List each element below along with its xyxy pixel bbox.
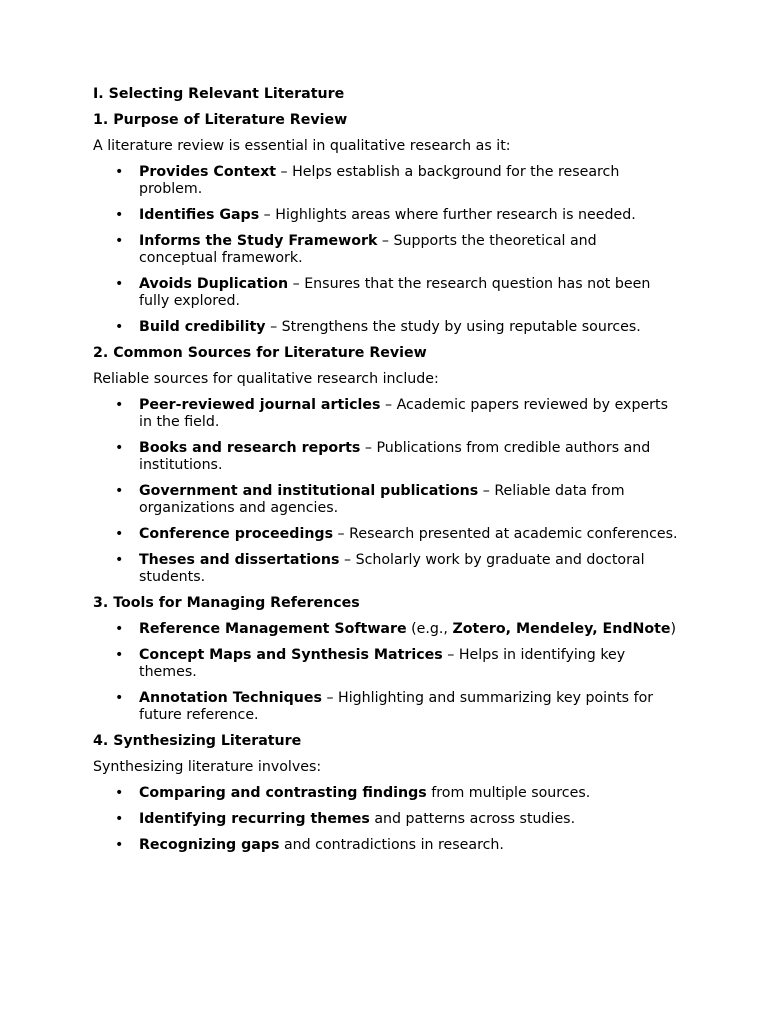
bullet-icon: • <box>115 276 124 292</box>
item-term: Peer-reviewed journal articles <box>139 397 381 413</box>
list-item <box>93 207 678 224</box>
item-description: – Highlighting and summarizing key points for future reference. <box>139 690 654 723</box>
bullet-icon: • <box>115 837 124 853</box>
bullet-icon: • <box>115 440 124 456</box>
item-term: Identifying recurring themes <box>139 811 370 827</box>
item-term: Recognizing gaps <box>139 837 280 853</box>
item-term: Annotation Techniques <box>139 690 322 706</box>
item-term: Informs the Study Framework <box>139 233 378 249</box>
item-description: (e.g., <box>406 621 453 637</box>
list-item <box>93 811 678 828</box>
bullet-list <box>93 164 678 336</box>
item-term: Government and institutional publications <box>139 483 479 499</box>
bullet-icon: • <box>115 552 124 568</box>
bullet-icon: • <box>115 811 124 827</box>
item-term: Concept Maps and Synthesis Matrices <box>139 647 443 663</box>
bullet-icon: • <box>115 397 124 413</box>
section-intro: Synthesizing literature involves: <box>93 759 322 775</box>
bullet-icon: • <box>115 647 124 663</box>
bullet-icon: • <box>115 483 124 499</box>
item-term: Provides Context <box>139 164 277 180</box>
item-term: Identifies Gaps <box>139 207 260 223</box>
list-item <box>93 233 678 267</box>
item-term: Reference Management Software <box>139 621 407 637</box>
item-description: – Research presented at academic conferences. <box>333 526 678 542</box>
list-item <box>93 621 678 638</box>
item-description: – Strengthens the study by using reputable sources. <box>265 319 641 335</box>
item-description: from multiple sources. <box>426 785 591 801</box>
item-description: – Ensures that the research question has not been fully explored. <box>139 276 651 309</box>
bullet-icon: • <box>115 526 124 542</box>
list-item <box>93 397 678 431</box>
bullet-list <box>93 785 678 854</box>
list-item <box>93 785 678 802</box>
bullet-list <box>93 621 678 724</box>
bullet-icon: • <box>115 690 124 706</box>
list-item <box>93 276 678 310</box>
section-heading: 1. Purpose of Literature Review <box>93 112 348 128</box>
item-term: Comparing and contrasting findings <box>139 785 427 801</box>
item-term: Conference proceedings <box>139 526 334 542</box>
item-description: – Academic papers reviewed by experts in the field. <box>139 397 668 430</box>
document-body <box>93 86 678 863</box>
item-description: – Publications from credible authors and institutions. <box>139 440 651 473</box>
item-description: – Highlights areas where further research is needed. <box>259 207 636 223</box>
list-item <box>93 837 678 854</box>
bullet-icon: • <box>115 319 124 335</box>
bullet-icon: • <box>115 207 124 223</box>
document-title: I. Selecting Relevant Literature <box>93 86 345 102</box>
item-description: – Scholarly work by graduate and doctoral students. <box>139 552 645 585</box>
section-intro: Reliable sources for qualitative research include: <box>93 371 439 387</box>
item-description: – Reliable data from organizations and agencies. <box>139 483 625 516</box>
list-item <box>93 647 678 681</box>
sections-container <box>93 112 678 854</box>
item-term: Theses and dissertations <box>139 552 340 568</box>
item-description: – Supports the theoretical and conceptual framework. <box>139 233 597 266</box>
list-item <box>93 552 678 586</box>
list-item <box>93 319 678 336</box>
item-term: Build credibility <box>139 319 266 335</box>
item-term: Books and research reports <box>139 440 361 456</box>
bullet-icon: • <box>115 233 124 249</box>
list-item <box>93 690 678 724</box>
bullet-icon: • <box>115 164 124 180</box>
bullet-list <box>93 397 678 586</box>
section-intro: A literature review is essential in qualitative research as it: <box>93 138 511 154</box>
item-term: Avoids Duplication <box>139 276 289 292</box>
item-description: – Helps establish a background for the research problem. <box>139 164 620 197</box>
list-item <box>93 483 678 517</box>
list-item <box>93 164 678 198</box>
bullet-icon: • <box>115 785 124 801</box>
bullet-icon: • <box>115 621 124 637</box>
item-description-end: ) <box>670 621 677 637</box>
section-heading: 3. Tools for Managing References <box>93 595 360 611</box>
list-item <box>93 440 678 474</box>
item-description: – Helps in identifying key themes. <box>139 647 626 680</box>
item-examples: Zotero, Mendeley, EndNote <box>452 621 671 637</box>
item-description: and contradictions in research. <box>279 837 504 853</box>
item-description: and patterns across studies. <box>369 811 576 827</box>
list-item <box>93 526 678 543</box>
section-heading: 4. Synthesizing Literature <box>93 733 302 749</box>
section-heading: 2. Common Sources for Literature Review <box>93 345 427 361</box>
